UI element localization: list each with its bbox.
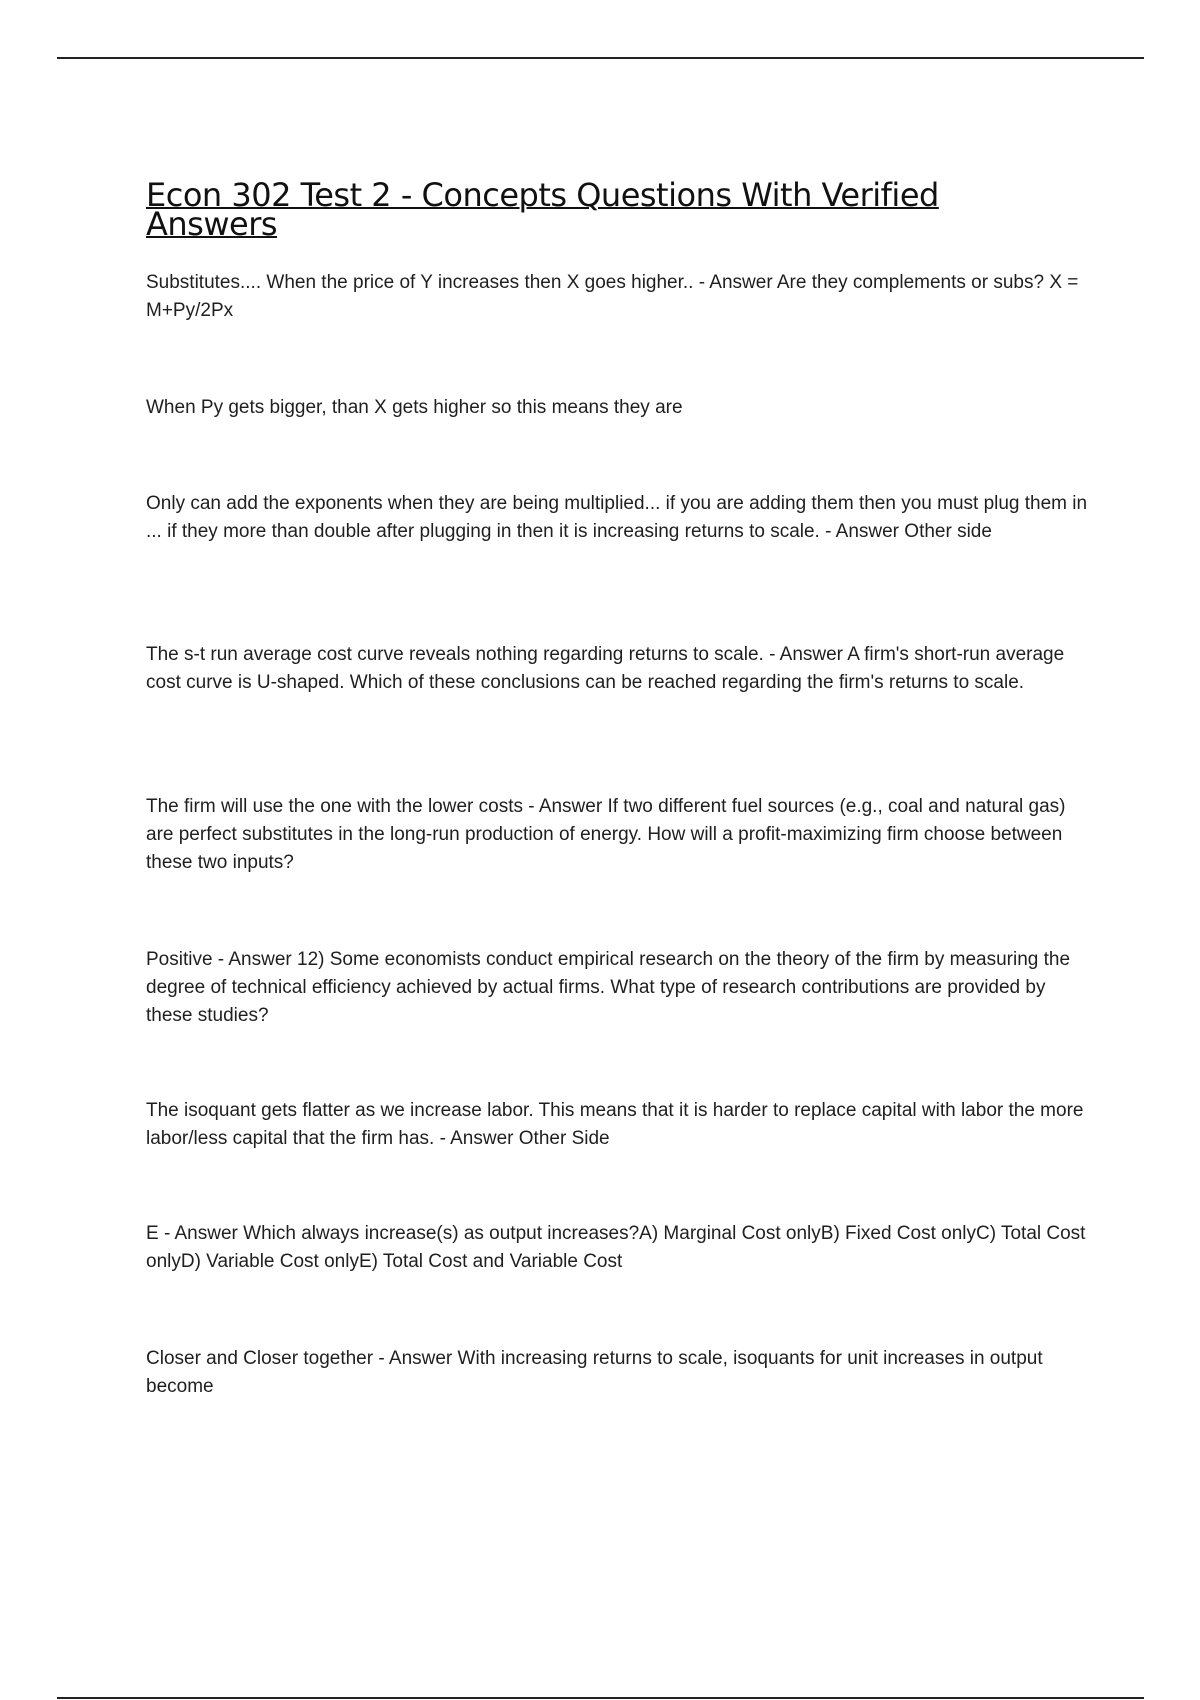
qa-entry-1: Substitutes.... When the price of Y increases then X goes higher.. - Answer Are they complements or subs? X = M+Py/2Px <box>146 272 1079 321</box>
qa-entry-7: The isoquant gets flatter as we increase labor. This means that it is harder to replace capital with labor the more labor/less capital that the firm has. - Answer Other Side <box>146 1100 1084 1149</box>
qa-entry-9: Closer and Closer together - Answer With increasing returns to scale, isoquants for unit increases in output become <box>146 1348 1043 1397</box>
header-rule <box>57 57 1144 59</box>
qa-entry-5: The firm will use the one with the lower costs - Answer If two different fuel sources (e.g., coal and natural gas) are perfect substitutes in the long-run production of energy. How will a profit-maximizing firm choose between these two inputs? <box>146 796 1066 873</box>
qa-entry-2: When Py gets bigger, than X gets higher so this means they are <box>146 397 683 418</box>
qa-entry-8: E - Answer Which always increase(s) as output increases?A) Marginal Cost onlyB) Fixed Cost onlyC) Total Cost onlyD) Variable Cost onlyE) Total Cost and Variable Cost <box>146 1223 1086 1272</box>
qa-entry-6: Positive - Answer 12) Some economists conduct empirical research on the theory of the firm by measuring the degree of technical efficiency achieved by actual firms. What type of research contributions are provided by these studies? <box>146 949 1071 1026</box>
footer-rule <box>57 1697 1144 1699</box>
page-title: Econ 302 Test 2 - Concepts Questions With Verified Answers <box>146 176 939 243</box>
qa-entry-3: Only can add the exponents when they are being multiplied... if you are adding them then you must plug them in ... if they more than double after plugging in then it is increasing returns to scale. - Answer Other side <box>146 493 1088 542</box>
qa-entry-4: The s-t run average cost curve reveals nothing regarding returns to scale. - Answer A firm's short-run average cost curve is U-shaped. Which of these conclusions can be reached regarding the firm's returns to scale. <box>146 644 1065 693</box>
